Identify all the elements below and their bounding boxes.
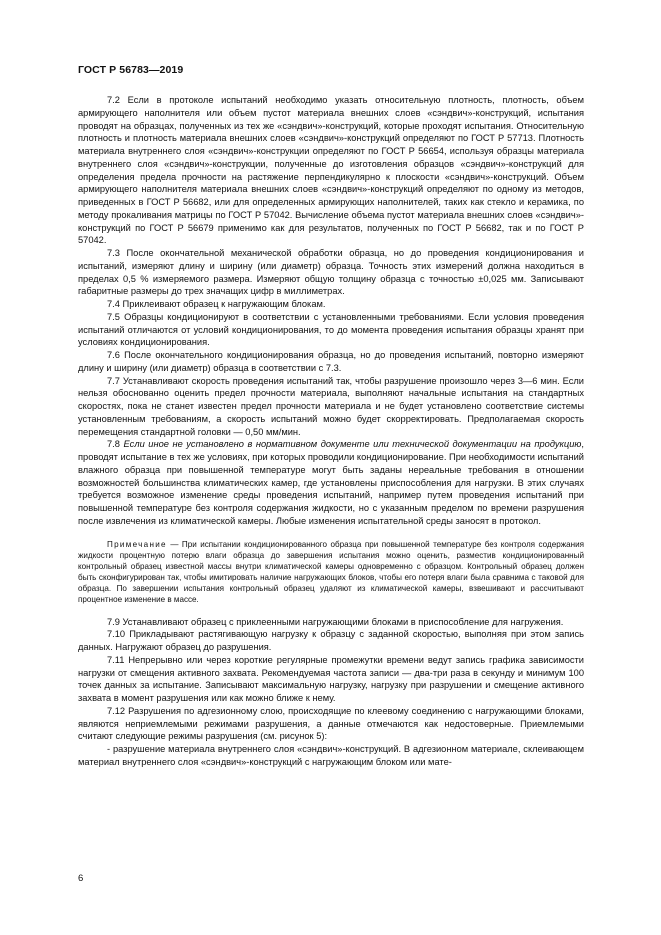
note-label: Примечание xyxy=(107,539,167,549)
paragraph-7-8-italic: Если иное не установлено в нормативном документе или технической документации на продукцию xyxy=(123,439,582,450)
paragraph-7-9: 7.9 Устанавливают образец с приклеенными нагружающими блоками в приспособление для нагружения. xyxy=(107,616,564,627)
page-number: 6 xyxy=(78,873,84,884)
paragraph-7-12: 7.12 Разрушения по адгезионному слою, происходящие по клеевому соединению с нагружающими блоками, являются неприемлемыми режимами разрушения, а данные отмечаются как недостоверные. Приемлемыми считают следующие режимы разрушения (см. рисунок 5): xyxy=(78,705,584,742)
paragraph-7-8-rest: , проводят испытание в тех же условиях, при которых проводили кондиционирование. При необходимости испытаний влажного образца при повышенной температуре могут быть заданы нереальные требования в отношении возможностей большинства климатических камер, где установлены приспособления для нагрузки. В этих случаях требуется возможное изменение среды проведения испытаний, например путем проведения испытаний при повышенной температуре без контроля содержания жидкости, но с указанным пределом по времени разрушения после извлечения из климатической камеры. Любые изменения испытательной среды заносят в протокол. xyxy=(78,439,584,526)
paragraph-7-5: 7.5 Образцы кондиционируют в соответствии с установленными требованиями. Если условия проведения испытаний отличаются от условий кондиционирования, то до момента проведения испытания образцы хранят при условиях кондиционирования. xyxy=(78,311,584,348)
body-text xyxy=(78,94,584,769)
paragraph-7-8 xyxy=(78,438,584,527)
paragraph-7-11: 7.11 Непрерывно или через короткие регулярные промежутки времени ведут запись графика зависимости нагрузки от смещения активного захвата. Рекомендуемая частота записи — два-три раза в секунду и минимум 100 точек данных за испытание. Записывают максимальную нагрузку, нагрузку при разрушении и смещение активного захвата в момент разрушения или как можно ближе к нему. xyxy=(78,654,584,703)
note-text: — При испытании кондиционированного образца при повышенной температуре без контроля содержания жидкости процентную потерю влаги образца до завершения испытания можно оценить, разместив кондиционированный контрольный образец известной массы внутри климатической камеры одновременно с образцом. Контрольный образец должен быть сконфигурирован так, чтобы имитировать наличие нагружающих блоков, чтобы его потеря влаги была сравнима с таковой для образца. По завершении испытания контрольный образец удаляют из климатической камеры, взвешивают и рассчитывают процентное изменение в массе. xyxy=(78,539,584,604)
document-header: ГОСТ Р 56783—2019 xyxy=(78,64,184,76)
paragraph-7-8-number: 7.8 xyxy=(107,439,120,450)
paragraph-7-4: 7.4 Приклеивают образец к нагружающим блокам. xyxy=(107,299,326,309)
note xyxy=(78,539,584,605)
paragraph-7-6: 7.6 После окончательного кондиционирования образца, но до проведения испытаний, повторно измеряют длину и ширину (или диаметр) образца в соответствии с 7.3. xyxy=(78,350,584,373)
paragraph-7-7: 7.7 Устанавливают скорость проведения испытаний так, чтобы разрушение произошло через 3—6 мин. Если нельзя обоснованно оценить предел прочности материала, выполняют начальные испытания на стандартных скоростях, пока не станет известен предел прочности материала и не будет установлено соответствие системы установленным требованиям, а скорость испытаний можно будет скорректировать. Предполагаемая скорость перемещения стандартной головки — 0,50 мм/мин. xyxy=(78,375,584,437)
paragraph-7-2: 7.2 Если в протоколе испытаний необходимо указать относительную плотность, плотность, объем армирующего наполнителя или объем пустот материала внешних слоев «сэндвич»-конструкций, испытания проводят на образцах, полученных из тех же «сэндвич»-конструкций, которые проходят испытания. Относительную плотность и плотность материала внешних слоев «сэндвич»-конструкций определяют по ГОСТ Р 57713. Плотность материала внутреннего слоя «сэндвич»-конструкции определяют по ГОСТ Р 56654, используя образцы материала внутреннего слоя «сэндвич»-конструкции, полученные до изготовления образцов «сэндвич»-конструкций для определения предела прочности на растяжение перпендикулярно к плоскости «сэндвич»-конструкций. Объем армирующего наполнителя материала внешних слоев «сэндвич»-конструкций определяют по одному из методов, приведенных в ГОСТ Р 56682, или для определенных армирующих наполнителей, таких как стекло и керамика, по методу прокаливания матрицы по ГОСТ Р 57042. Вычисление объема пустот материала внешних слоев «сэндвич»-конструкций по ГОСТ Р 56679 применимо как для результатов, полученных по ГОСТ Р 56682, так и по ГОСТ Р 57042. xyxy=(78,95,584,246)
paragraph-7-10: 7.10 Прикладывают растягивающую нагрузку к образцу с заданной скоростью, выполняя при этом запись данных. Нагружают образец до разрушения. xyxy=(78,629,584,652)
list-item-failure-mode: - разрушение материала внутреннего слоя «сэндвич»-конструкций. В адгезионном материале, склеивающем материал внутреннего слоя «сэндвич»-конструкций с нагружающим блоком или мате- xyxy=(78,744,584,767)
paragraph-7-3: 7.3 После окончательной механической обработки образца, но до проведения кондиционирования и испытаний, измеряют длину и ширину (или диаметр) образца. Точность этих измерений должна находиться в пределах 0,5 % измеряемого размера. Измеряют общую толщину образца с точностью ±0,025 мм. Записывают габаритные размеры до трех значащих цифр в миллиметрах. xyxy=(78,248,584,297)
